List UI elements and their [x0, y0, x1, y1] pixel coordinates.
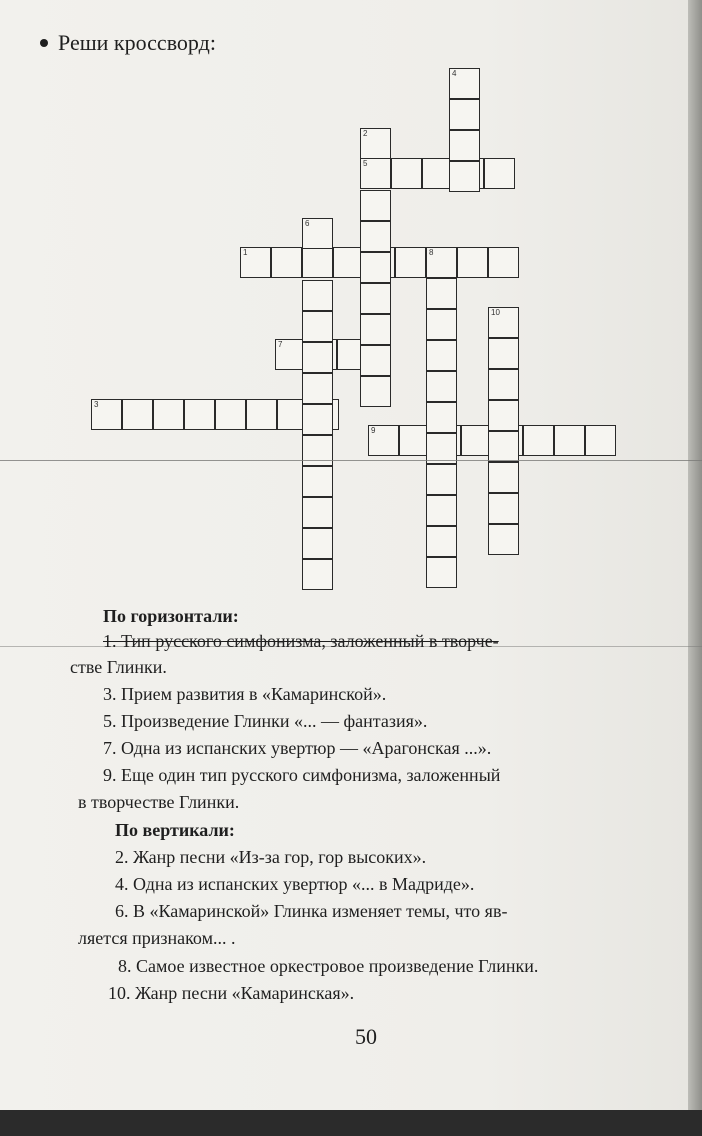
- crossword-cell[interactable]: [488, 493, 519, 524]
- clue-down-8: 8. Самое известное оркестровое произведение Глинки.: [118, 956, 539, 976]
- crossword-cell[interactable]: [302, 342, 333, 373]
- cell-number: 7: [278, 340, 283, 349]
- crossword-cell[interactable]: [449, 68, 480, 99]
- cell-number: 1: [243, 248, 248, 257]
- crossword-cell[interactable]: [426, 340, 457, 371]
- crossword-cell[interactable]: [91, 399, 122, 430]
- crossword-cell[interactable]: [488, 400, 519, 431]
- crossword-cell[interactable]: [391, 158, 422, 189]
- across-heading: По горизонтали:: [103, 606, 239, 626]
- crossword-cell[interactable]: [360, 283, 391, 314]
- crossword-cell[interactable]: [368, 425, 399, 456]
- clue-across-3: 3. Прием развития в «Камаринской».: [103, 684, 387, 704]
- clue-down-4: 4. Одна из испанских увертюр «... в Мадриде».: [115, 874, 475, 894]
- crossword-cell[interactable]: [302, 559, 333, 590]
- background-surface: [0, 1110, 702, 1136]
- crossword-cell[interactable]: [488, 247, 519, 278]
- crossword-cell[interactable]: [122, 399, 153, 430]
- crossword-cell[interactable]: [360, 190, 391, 221]
- clue-down-2: 2. Жанр песни «Из-за гор, гор высоких».: [115, 847, 427, 867]
- crossword-cell[interactable]: [449, 130, 480, 161]
- crossword-cell[interactable]: [184, 399, 215, 430]
- crossword-cell[interactable]: [449, 99, 480, 130]
- crossword-cell[interactable]: [240, 247, 271, 278]
- crossword-cell[interactable]: [426, 278, 457, 309]
- fold-line: [0, 460, 702, 461]
- clue-across-5: 5. Произведение Глинки «... — фантазия».: [103, 711, 428, 731]
- crossword-cell[interactable]: [585, 425, 616, 456]
- crossword-cell[interactable]: [271, 247, 302, 278]
- crossword-cell[interactable]: [302, 218, 333, 249]
- cell-number: 3: [94, 400, 99, 409]
- cell-number: 6: [305, 219, 310, 228]
- crossword-cell[interactable]: [488, 369, 519, 400]
- down-heading: По вертикали:: [115, 820, 235, 840]
- crossword-cell[interactable]: [449, 161, 480, 192]
- crossword-cell[interactable]: [426, 557, 457, 588]
- cell-number: 5: [363, 159, 368, 168]
- clue-down-6: 6. В «Камаринской» Глинка изменяет темы, что яв-: [115, 901, 508, 921]
- crossword-cell[interactable]: [302, 466, 333, 497]
- crossword-cell[interactable]: [395, 247, 426, 278]
- crossword-cell[interactable]: [360, 314, 391, 345]
- crossword-cell[interactable]: [426, 371, 457, 402]
- clue-across-7: 7. Одна из испанских увертюр — «Арагонская ...».: [103, 738, 492, 758]
- crossword-cell[interactable]: [360, 158, 391, 189]
- crossword-cell[interactable]: [488, 338, 519, 369]
- clue-down-10: 10. Жанр песни «Камаринская».: [108, 983, 355, 1003]
- crossword-cell[interactable]: [488, 462, 519, 493]
- crossword-cell[interactable]: [488, 307, 519, 338]
- cell-number: 8: [429, 248, 434, 257]
- crossword-cell[interactable]: [360, 376, 391, 407]
- crossword-cell[interactable]: [153, 399, 184, 430]
- crossword-cell[interactable]: [360, 221, 391, 252]
- cell-number: 4: [452, 69, 457, 78]
- cell-number: 2: [363, 129, 368, 138]
- crossword-cell[interactable]: [554, 425, 585, 456]
- crossword-cell[interactable]: [360, 252, 391, 283]
- crossword-cell[interactable]: [426, 309, 457, 340]
- page-number: 50: [355, 1024, 377, 1049]
- task-title-text: Реши кроссворд:: [58, 30, 216, 55]
- crossword-cell[interactable]: [426, 464, 457, 495]
- crossword-cell[interactable]: [488, 524, 519, 555]
- crossword-cell[interactable]: [302, 435, 333, 466]
- crossword-cell[interactable]: [457, 247, 488, 278]
- cell-number: 10: [491, 308, 500, 317]
- crossword-cell[interactable]: [302, 528, 333, 559]
- crossword-cell[interactable]: [426, 526, 457, 557]
- crossword-cell[interactable]: [302, 247, 333, 278]
- clue-across-9: 9. Еще один тип русского симфонизма, заложенный: [103, 765, 501, 785]
- crossword-cell[interactable]: [426, 247, 457, 278]
- cell-number: 9: [371, 426, 376, 435]
- crossword-cell[interactable]: [302, 280, 333, 311]
- crossword-cell[interactable]: [426, 495, 457, 526]
- clue-across-1: 1. Тип русского симфонизма, заложенный в творче-: [103, 631, 499, 651]
- crossword-cell[interactable]: [484, 158, 515, 189]
- crossword-cell[interactable]: [302, 311, 333, 342]
- clue-across-1-continued: стве Глинки.: [70, 657, 167, 677]
- crossword-cell[interactable]: [360, 128, 391, 159]
- crossword-cell[interactable]: [215, 399, 246, 430]
- crossword-cell[interactable]: [302, 497, 333, 528]
- crossword-cell[interactable]: [488, 431, 519, 462]
- clue-across-9-continued: в творчестве Глинки.: [78, 792, 240, 812]
- crossword-cell[interactable]: [246, 399, 277, 430]
- clue-down-6-continued: ляется признаком... .: [78, 928, 236, 948]
- crossword-cell[interactable]: [360, 345, 391, 376]
- crossword-cell[interactable]: [302, 404, 333, 435]
- crossword-cell[interactable]: [426, 402, 457, 433]
- crossword-cell[interactable]: [523, 425, 554, 456]
- crossword-cell[interactable]: [302, 373, 333, 404]
